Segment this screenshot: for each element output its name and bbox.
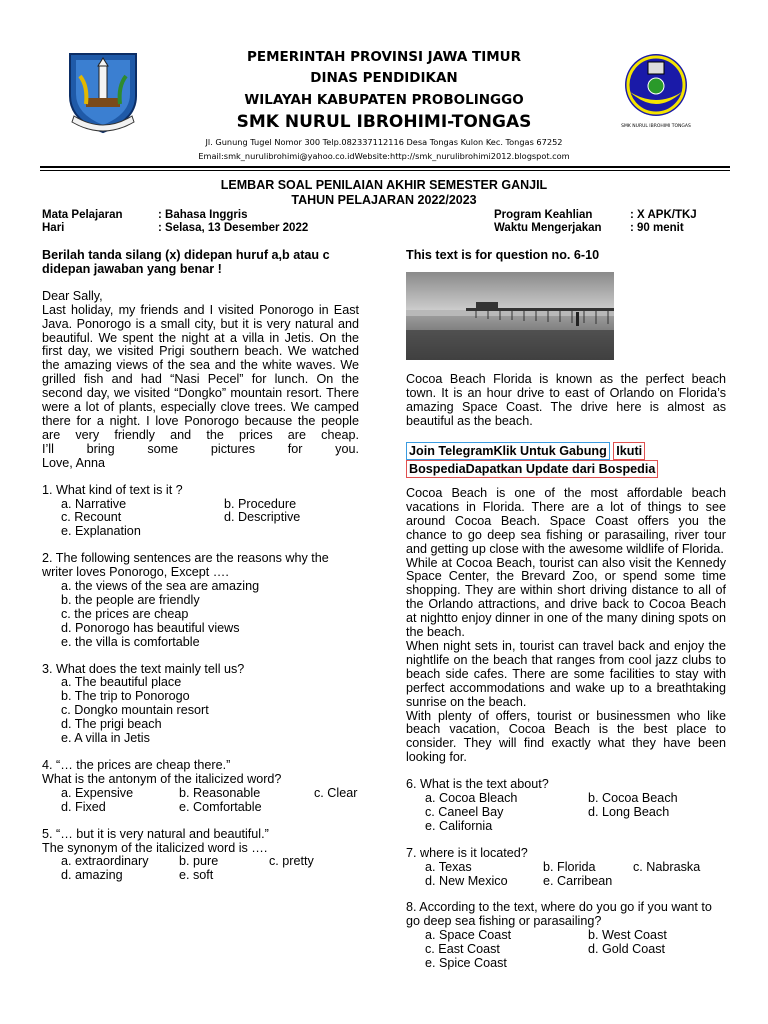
q3-stem: 3. What does the text mainly tell us? [42, 661, 245, 676]
passage-intro: Cocoa Beach Florida is known as the perfect beach town. It is an hour drive to east of Orlando on Florida’s amazing Space Coast. The drive here is almost as beautiful as the beach. [406, 372, 726, 428]
program-value: : X APK/TKJ [630, 209, 697, 221]
q1-option-d[interactable]: d. Descriptive [224, 510, 301, 525]
q2-option-c[interactable]: c. the prices are cheap [61, 606, 189, 621]
left-column [42, 249, 359, 883]
q6-option-e[interactable]: e. California [425, 818, 493, 833]
q8-option-b[interactable]: b. West Coast [588, 928, 667, 943]
q5-option-d[interactable]: d. amazing [61, 868, 123, 883]
letter-body: Last holiday, my friends and I visited Ponorogo in East Java. Ponorogo is a small city, but it is very natural and beautiful. We spent the night at a villa in Jetis. On the first day, we visited Prigi southern beach. We watched the amazing views of the sea and the white waves. We grilled fish and had “Nasi Pecel” for lunch. On the second day, we visited “Dongko” mountain resort. There were a lot of plants, especially clove trees. We camped there for a night. I love Ponorogo because the people are very friendly and the prices are cheap. [42, 302, 359, 442]
q6-option-b[interactable]: b. Cocoa Beach [588, 791, 678, 806]
q6-option-d[interactable]: d. Long Beach [588, 804, 670, 819]
q8-option-a[interactable]: a. Space Coast [425, 928, 512, 943]
q1-option-b[interactable]: b. Procedure [224, 496, 297, 511]
q7-option-b[interactable]: b. Florida [543, 859, 596, 874]
time-value: : 90 menit [630, 222, 684, 234]
q5-option-c[interactable]: c. pretty [269, 854, 314, 869]
region-line: WILAYAH KABUPATEN PROBOLINGGO [244, 92, 524, 108]
subject-label: Mata Pelajaran [42, 209, 123, 221]
program-label: Program Keahlian [494, 209, 593, 221]
q4-option-e[interactable]: e. Comfortable [179, 799, 262, 814]
q7-stem: 7. where is it located? [406, 845, 528, 860]
letter-greeting: Dear Sally, [42, 288, 103, 303]
q7-option-e[interactable]: e. Carribean [543, 873, 613, 888]
q5-stem-question: The synonym of the italicized word is …. [42, 840, 268, 855]
q2-option-a[interactable]: a. the views of the sea are amazing [61, 579, 260, 594]
letter-signoff: Love, Anna [42, 455, 106, 470]
q2-option-e[interactable]: e. the villa is comfortable [61, 634, 200, 649]
exam-title: LEMBAR SOAL PENILAIAN AKHIR SEMESTER GANJIL [220, 178, 548, 192]
school-address: Jl. Gunung Tugel Nomor 300 Telp.082337112116 Desa Tongas Kulon Kec. Tongas 67252 [205, 137, 563, 147]
q2-option-d[interactable]: d. Ponorogo has beautiful views [61, 620, 240, 635]
q4-option-c[interactable]: c. Clear [314, 785, 358, 800]
q1-option-a[interactable]: a. Narrative [61, 496, 127, 511]
subject-value: : Bahasa Inggris [158, 209, 248, 221]
q2-option-b[interactable]: b. the people are friendly [61, 592, 200, 607]
q5-option-b[interactable]: b. pure [179, 854, 219, 869]
time-label: Waktu Mengerjakan [494, 222, 602, 234]
passage-para-3: When night sets in, tourist can travel back and enjoy the nightlife on the beach that ranges from cool jazz clubs to beach side cafes. There are some facilities to stay with perfect accommodations and wake up to a breathtaking sunrise on the beach. [406, 638, 726, 709]
q3-option-b[interactable]: b. The trip to Ponorogo [61, 689, 190, 704]
school-name: SMK NURUL IBROHIMI-TONGAS [236, 112, 532, 132]
q8-option-e[interactable]: e. Spice Coast [425, 956, 507, 971]
q6-option-c[interactable]: c. Caneel Bay [425, 804, 504, 819]
q4-stem-question: What is the antonym of the italicized word? [42, 771, 282, 786]
q5-option-e[interactable]: e. soft [179, 868, 214, 883]
govt-line: PEMERINTAH PROVINSI JAWA TIMUR [246, 49, 522, 65]
school-contact: Email:smk_nurulibrohimi@yahoo.co.idWebsite:http://smk_nurulibrohimi2012.blogspot.com [198, 151, 570, 161]
q8-stem: 8. According to the text, where do you go if you want to go deep sea fishing or parasailing? [406, 900, 712, 929]
right-column [406, 487, 726, 971]
q3-option-e[interactable]: e. A villa in Jetis [61, 731, 150, 746]
right-logo-caption: SMK NURUL IBROHIMI TONGAS [621, 124, 691, 129]
q3-option-c[interactable]: c. Dongko mountain resort [61, 703, 209, 718]
q4-option-b[interactable]: b. Reasonable [179, 785, 261, 800]
q3-option-d[interactable]: d. The prigi beach [61, 717, 162, 732]
telegram-link[interactable]: Join TelegramKlik Untuk Gabung [406, 442, 610, 460]
ikuti-link[interactable]: Ikuti [613, 442, 645, 460]
q3-option-a[interactable]: a. The beautiful place [61, 675, 182, 690]
dept-line: DINAS PENDIDIKAN [310, 70, 458, 86]
q1-stem: 1. What kind of text is it ? [42, 482, 183, 497]
q2-stem: 2. The following sentences are the reasons why the writer loves Ponorogo, Except …. [42, 551, 329, 580]
passage-para-4: With plenty of offers, tourist or businessmen who like beach vacation, Cocoa Beach is the best place to consider. They will find exactly what they have been looking for. [406, 708, 726, 765]
q6-option-a[interactable]: a. Cocoa Bleach [425, 791, 518, 806]
day-label: Hari [42, 222, 65, 234]
q5-option-a[interactable]: a. extraordinary [61, 854, 149, 869]
q1-option-c[interactable]: c. Recount [61, 510, 122, 525]
q8-option-d[interactable]: d. Gold Coast [588, 942, 666, 957]
exam-year: TAHUN PELAJARAN 2022/2023 [291, 193, 477, 207]
q5-stem-quote: 5. “… but it is very natural and beautiful.” [42, 826, 269, 841]
letter-closing: I’ll bring some pictures for you. [42, 441, 359, 456]
q4-option-a[interactable]: a. Expensive [61, 785, 134, 800]
passage-para-1: Cocoa Beach is one of the most affordable beach vacations in Florida. There are a lot of things to see around Cocoa Beach. Space Coast offers you the chance to go deep sea fishing or parasailing, river tour and getting up close with the awesome wildlife of Florida. [406, 486, 726, 556]
q7-option-d[interactable]: d. New Mexico [425, 873, 508, 888]
day-value: : Selasa, 13 Desember 2022 [158, 222, 309, 234]
q6-stem: 6. What is the text about? [406, 777, 549, 792]
q7-option-a[interactable]: a. Texas [425, 859, 472, 874]
q4-option-d[interactable]: d. Fixed [61, 799, 106, 814]
passage-para-2: While at Cocoa Beach, tourist can also visit the Kennedy Space Center, the Brevard Zoo, or spend some time shopping. They are within short driving distance to all of the Orlando attractions, and drive back to Cocoa Beach at nightto enjoy dinner in one of the many dining spots on the beach. [406, 555, 726, 640]
q4-stem-quote: 4. “… the prices are cheap there.” [42, 758, 231, 772]
ad-links-2 [406, 460, 658, 478]
instruction: Berilah tanda silang (x) didepan huruf a,b atau c didepan jawaban yang benar ! [42, 248, 330, 276]
bospedia-link[interactable]: BospediaDapatkan Update dari Bospedia [406, 460, 658, 478]
beach-pier-photo [406, 272, 614, 360]
passage-heading: This text is for question no. 6-10 [406, 248, 600, 262]
header-divider-thin [40, 170, 730, 171]
q7-option-c[interactable]: c. Nabraska [633, 859, 701, 874]
q1-option-e[interactable]: e. Explanation [61, 524, 141, 539]
q8-option-c[interactable]: c. East Coast [425, 942, 500, 957]
ad-links [406, 442, 645, 460]
header-divider [40, 166, 730, 168]
